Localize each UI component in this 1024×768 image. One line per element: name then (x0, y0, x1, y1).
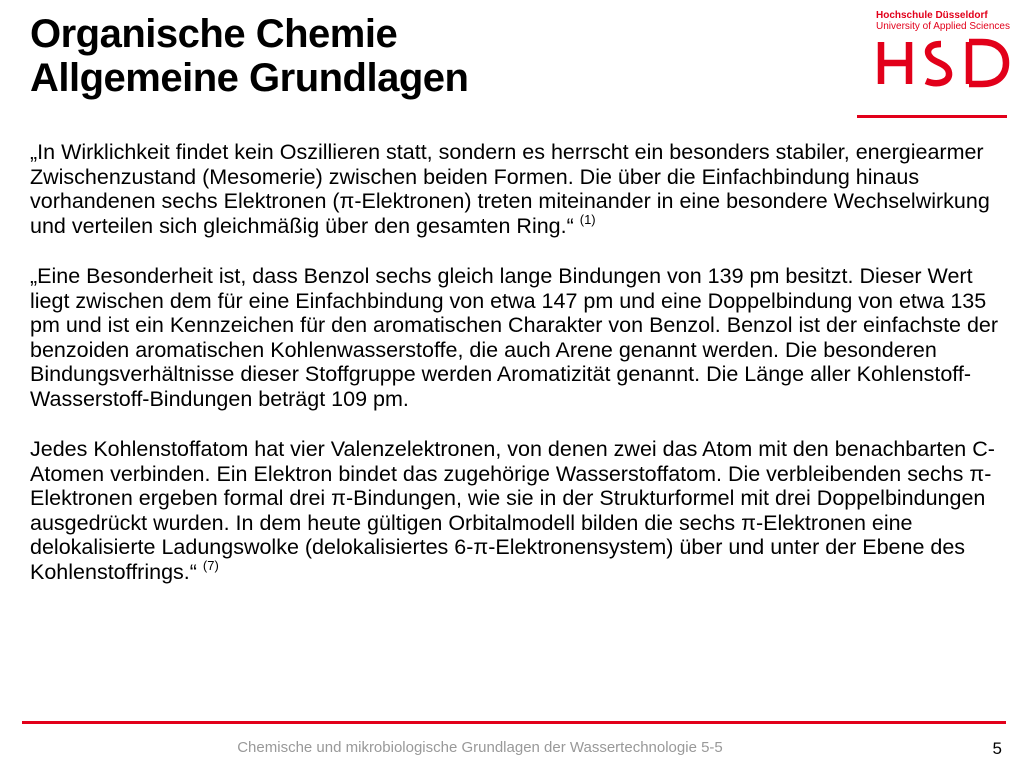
paragraph-2 (30, 264, 1005, 411)
paragraph-3 (30, 437, 1005, 584)
title-line-2: Allgemeine Grundlagen (30, 56, 469, 100)
slide-title (30, 12, 468, 100)
footer-divider (22, 721, 1006, 724)
slide-body (30, 140, 1005, 610)
footer-text: Chemische und mikrobiologische Grundlagen der Wassertechnologie 5-5 (237, 739, 723, 756)
hsd-logo (876, 10, 1016, 90)
paragraph-3-text: Jedes Kohlenstoffatom hat vier Valenzelektronen, von denen zwei das Atom mit den benachbarten C-Atomen verbinden. Ein Elektron bindet das zugehörige Wasserstoffatom. Die verbleibenden sechs π-Elektronen ergeben formal drei π-Bindungen, wie sie in der Strukturformel mit drei Doppelbindungen ausgedrückt wurden. In dem heute gültigen Orbitalmodell bilden die sechs π-Elektronen eine delokalisierte Ladungswolke (delokalisiertes 6-π-Elektronensystem) über und unter der Ebene des Kohlenstoffrings.“ (30, 437, 995, 584)
paragraph-1 (30, 140, 1005, 238)
title-line-1: Organische Chemie (30, 12, 398, 56)
logo-subtitle: University of Applied Sciences (876, 21, 1010, 32)
hsd-logo-mark (876, 38, 1012, 90)
page-number: 5 (992, 739, 1002, 758)
paragraph-1-text: „In Wirklichkeit findet kein Oszillieren statt, sondern es herrscht ein besonders stabiler, energiearmer Zwischenzustand (Mesomerie) zwischen beiden Formen. Die über die Einfachbindung hinaus vorhandenen sechs Elektronen (π-Elektronen) treten miteinander in eine besondere Wechselwirkung und verteilen sich gleichmäßig über den gesamten Ring.“ (30, 140, 990, 238)
paragraph-2-text: „Eine Besonderheit ist, dass Benzol sechs gleich lange Bindungen von 139 pm besitzt. Dieser Wert liegt zwischen dem für eine Einfachbindung von etwa 147 pm und eine Doppelbindung von etwa 135 pm und ist ein Kennzeichen für den aromatischen Charakter von Benzol. Benzol ist der einfachste der benzoiden aromatischen Kohlenwasserstoffe, die auch Arene genannt werden. Die besonderen Bindungsverhältnisse dieser Stoffgruppe werden Aromatizität genannt. Die Länge aller Kohlenstoff-Wasserstoff-Bindungen beträgt 109 pm. (30, 264, 999, 411)
logo-name: Hochschule Düsseldorf (876, 10, 988, 21)
header-divider (857, 115, 1007, 118)
reference-marker-7: (7) (202, 557, 219, 573)
reference-marker-1: (1) (579, 211, 596, 227)
